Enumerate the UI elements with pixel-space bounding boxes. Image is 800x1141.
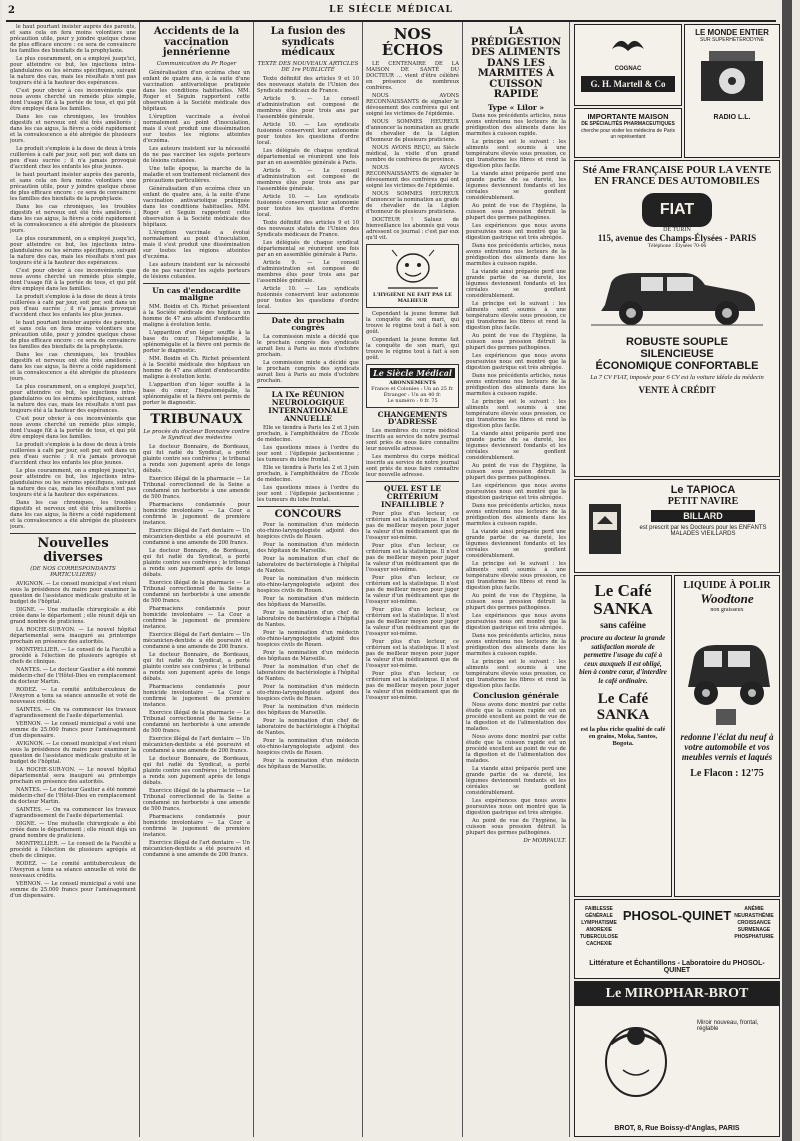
news-item: DIGNE. — Une mutuelle chirurgicale a été créée dans le département ; elle réunit déjà un grand nombre de praticiens. — [10, 821, 136, 840]
col5-para: Le principe est le suivant : les aliments sont soumis à une température élevée sous pression, ce qui transforme les fibres et rend la digestion plus facile. — [466, 561, 566, 592]
col5-para: La viande ainsi préparée perd une grande partie de sa dureté, les légumes deviennent fondants et les céréales se gonflent considérablement. — [466, 171, 566, 202]
subscription-box — [366, 364, 459, 408]
article-title-endocardite: Un cas d'endocardite maligne — [152, 285, 241, 303]
fiat-slogan-1: ROBUSTE SOUPLE — [625, 336, 729, 348]
mirophar-footer: BROT, 8, Rue Boissy-d'Anglas, PARIS — [614, 1125, 740, 1132]
col2-para: Le docteur Bonnaire, de Bordeaux, qui fut radié du Syndicat, a porté plainte contre ses confrères ; le tribunal a rendu son jugement après de longs débats. — [143, 651, 250, 682]
column-3 — [257, 24, 359, 1134]
col5-para: Au point de vue de l'hygiène, la cuisson sous pression détruit la plupart des germes pathogènes. — [466, 203, 566, 222]
news-item: RODEZ. — Le comité antituberculeux de l'Aveyron a tenu sa séance annuelle et voté de nouveaux crédits. — [10, 861, 136, 880]
col2-para: L'éruption vaccinale a évolué normalement au point d'inoculation, mais il s'est produit une dissémination sur toutes les régions atteintes d'eczéma. — [143, 229, 250, 260]
col2-para: Exercice illégal de la pharmacie — Le Tribunal correctionnel de la Seine a condamné un herboriste à une amende de 500 francs. — [143, 709, 250, 734]
ad-fiat — [574, 160, 780, 477]
col5-para: Nous avons donc montré par cette étude que la cuisson rapide est un procédé excellent au point de vue de la digestion et de l'alimentation des malades. — [466, 734, 566, 765]
fusion-subtitle: TEXTE DES NOUVEAUX ARTICLES DE 1re PUBLICITÉ — [257, 60, 359, 73]
col2-para: L'apparition d'un léger souffle à la base du cœur, l'hépatomégalie, la splénomégalie et la fièvre ont permis de porter le diagnostic. — [143, 330, 250, 355]
col1-para: Le plus couramment, on a employé jusqu'ici, pour atteindre ce but, les injections intra-glandulaires ou les sérums spécifiques, suivant la nature des cas, mais les résultats n'ont pas toujours été à la hauteur des espérances. — [10, 384, 136, 414]
col3-para: Les questions mises à l'ordre du jour sont : l'épilepsie jacksonienne ; les tumeurs du lobe frontal. — [257, 484, 359, 503]
tapioca-brand: PETIT NAVIRE — [667, 496, 739, 507]
fiat-logo: FIAT — [642, 193, 712, 227]
fiat-slogan-2: SILENCIEUSE — [640, 348, 714, 360]
phosol-left-list: FAIBLESSE GÉNÉRALE LYMPHATISME ANOREXIE TUBERCULOSE CACHEXIE — [579, 906, 619, 947]
news-item: SAINTES. — On va commencer les travaux d'agrandissement de l'asile départemental. — [10, 807, 136, 820]
col5-para: Le principe est le suivant : les aliments sont soumis à une température élevée sous pression, ce qui transforme les fibres et rend la digestion plus facile. — [466, 659, 566, 690]
article-type: Type « Lilor » — [487, 102, 545, 112]
ad-mirophar-brot — [574, 981, 780, 1137]
article-title-predigestion: LA PRÉDIGESTION DES ALIMENTS DANS LES MARMITES À CUISSON RAPIDE — [470, 26, 562, 100]
news-item: DIGNE. — Une mutuelle chirurgicale a été créée dans le département ; elle réunit déjà un grand nombre de praticiens. — [10, 607, 136, 626]
news-item: SAINTES. — On va commencer les travaux d'agrandissement de l'asile départemental. — [10, 707, 136, 720]
col4-para: Pour plus d'un lecteur, ce critérium est la statistique. Il n'est pas de meilleur moyen pour juger la valeur d'un médicament que de l'essayer soi-même. — [366, 638, 459, 669]
news-item: LA ROCHE-SUR-YON. — Le nouvel hôpital départemental sera inauguré au printemps prochain en présence des autorités. — [10, 767, 136, 786]
section-title-echos: NOS ÉCHOS — [381, 25, 444, 59]
subscription-row: Le numéro : 0 fr. 75 — [387, 397, 438, 404]
col5-para: Le principe est le suivant : les aliments sont soumis à une température élevée sous pression, ce qui transforme les fibres et rend la digestion plus facile. — [466, 301, 566, 332]
col2-para: Exercice illégal de l'art dentaire — Un mécanicien-dentiste a été poursuivi et condamné à une amende de 200 francs. — [143, 527, 250, 546]
news-item: LA ROCHE-SUR-YON. — Le nouvel hôpital départemental sera inauguré au printemps prochain en présence des autorités. — [10, 627, 136, 646]
col2-para: Pharmaciens condamnés pour homicide involontaire — La Cour a confirmé le jugement de première instance. — [143, 501, 250, 526]
col2-para: Exercice illégal de la pharmacie — Le Tribunal correctionnel de la Seine a condamné un herboriste à une amende de 500 francs. — [143, 475, 250, 500]
col4-para: Cependant la jeune femme fait la conquête de son mari, qui trouve le régime tout à fait à son goût. — [366, 310, 459, 335]
col2-para: Pharmaciens condamnés pour homicide involontaire — La Cour a confirmé le jugement de première instance. — [143, 813, 250, 838]
col5-para: Les expériences que nous avons poursuivies nous ont montré que la digestion gastrique est très abrégée. — [466, 483, 566, 502]
martell-bird-logo — [608, 31, 648, 61]
ad-tapioca — [574, 479, 780, 573]
page-header — [6, 2, 776, 22]
news-item: NANTES. — Le docteur Gautier a été nommé médecin-chef de l'Hôtel-Dieu en remplacement du docteur Martin. — [10, 667, 136, 686]
col3-para: Article 10. — Les syndicats fusionnés conservent leur autonomie pour toutes les questions d'ordre local. — [257, 285, 359, 310]
article-title-congres: Date du prochain congrès — [271, 315, 345, 333]
col3-para: Pour la nomination d'un médecin des hôpitaux de Marseille. — [257, 650, 359, 663]
col1-para: le haut pourtant insister auprès des parents, et sans cela on fera moins volontiers une précaution utile, pour y joindre quelque chose de plus efficace encore : ce sera de convaincre les familles des bienfaits de la prophylaxie. — [10, 24, 136, 54]
col1-para: Dans les cas chroniques, les troubles digestifs et nerveux ont été très améliorés ; dans les cas aigus, la fièvre a cédé rapidement et la convalescence a été abrégée de plusieurs jours. — [10, 500, 136, 530]
col1-para: le haut pourtant insister auprès des parents, et sans cela on fera moins volontiers une précaution utile, pour y joindre quelque chose de plus efficace encore : ce sera de convaincre les familles des bienfaits de la prophylaxie. — [10, 172, 136, 202]
col2-para: MM. Boidin et Ch. Richet présentent à la Société médicale des hôpitaux un homme de 47 ans atteint d'endocardite maligne à évolution lente. — [143, 356, 250, 381]
col3-para: Texte définitif des articles 9 et 10 des nouveaux statuts de l'Union des Syndicats médicaux de France. — [257, 75, 359, 94]
col3-para: Pour la nomination d'un chef de laboratoire de bactériologie à l'hôpital de Nantes. — [257, 664, 359, 683]
col2-para: Pharmaciens condamnés pour homicide involontaire — La Cour a confirmé le jugement de première instance. — [143, 683, 250, 708]
fiat-origin: DE TURIN — [663, 227, 691, 233]
newspaper-page — [2, 0, 792, 1141]
article-title-neurologique: LA IXe RÉUNION NEUROLOGIQUE INTERNATIONALE ANNUELLE — [268, 390, 348, 423]
col1-para: C'est pour obvier à ces inconvénients que nous avons cherché un remède plus simple, dont l'usage fût à la portée de tous, et qui pût être employé dans les familles. — [10, 88, 136, 112]
col1-para: C'est pour obvier à ces inconvénients que nous avons cherché un remède plus simple, dont l'usage fût à la portée de tous, et qui pût être employé dans les familles. — [10, 416, 136, 440]
col2-para: Généralisation d'un eczéma chez un enfant de quatre ans, à la suite d'une vaccination antivariolique pratiquée dans les conditions habituelles. MM. Roger et Seguin rapportent cette observation à la Société médicale des hôpitaux. — [143, 185, 250, 228]
col1-para: Le produit s'emploie à la dose de deux à trois cuillerées à café par jour, soit pur, soit dans un peu d'eau sucrée ; il n'a jamais provoqué d'accident chez les enfants les plus jeunes. — [10, 146, 136, 170]
col5-para: Nous avons donc montré par cette étude que la cuisson rapide est un procédé excellent au point de vue de la digestion et de l'alimentation des malades. — [466, 702, 566, 733]
cartoon-illustration — [378, 248, 448, 290]
col4-para: Les membres du corps médical inscrits au service de notre journal sont priés de nous faire connaître leur nouvelle adresse. — [366, 428, 459, 453]
section-subtitle: (DE NOS CORRESPONDANTS PARTICULIERS) — [30, 566, 116, 579]
col5-para: Les expériences que nous avons poursuivies nous ont montré que la digestion gastrique est très abrégée. — [466, 798, 566, 817]
woodtone-car-illustration — [680, 617, 774, 727]
col3-para: Article 9. — Le conseil d'administration est composé de membres élus pour trois ans par l'assemblée générale. — [257, 259, 359, 284]
section-title-tribunaux: TRIBUNAUX — [150, 412, 243, 428]
subscription-row: Étranger : Un an 40 fr. — [383, 391, 442, 398]
page-number: 2 — [8, 5, 15, 16]
phosol-brand: PHOSOL-QUINET — [622, 908, 732, 923]
col5-para: La viande ainsi préparée perd une grande partie de sa dureté, les légumes deviennent fondants et les céréales se gonflent considérablement. — [466, 269, 566, 300]
col4-para: NOUS AVONS REÇU, au Siècle médical, la visite d'un grand nombre de confrères de province. — [366, 144, 459, 163]
col3-para: Pour la nomination d'un médecin oto-rhino-laryngologiste adjoint des hospices civils de Rouen. — [257, 738, 359, 757]
subscription-title: Le Siècle Médical — [370, 368, 455, 378]
col1-para: Le plus couramment, on a employé jusqu'ici, pour atteindre ce but, les injections intra-glandulaires ou les sérums spécifiques, suivant la nature des cas, mais les résultats n'ont pas toujours été à la hauteur des espérances. — [10, 56, 136, 86]
col3-para: Article 10. — Les syndicats fusionnés conservent leur autonomie pour toutes les questions d'ordre local. — [257, 121, 359, 146]
ad-woodtone — [674, 575, 780, 897]
mirophar-body: Miroir nouveau, frontal, réglable — [697, 1020, 759, 1032]
col3-para: Elle se tiendra à Paris les 2 et 3 juin prochain, à l'amphithéâtre de l'École de médecine. — [257, 424, 359, 443]
col3-para: Les délégués de chaque syndicat départemental se réuniront une fois par an en assemblée générale à Paris. — [257, 147, 359, 166]
col5-para: Dans nos précédents articles, nous avons entretenu nos lecteurs de la prédigestion des aliments dans les marmites à cuisson rapide. — [466, 503, 566, 528]
col5-para: Les expériences que nous avons poursuivies nous ont montré que la digestion gastrique est très abrégée. — [466, 353, 566, 372]
tapioca-box-illustration — [585, 498, 625, 558]
article-signature: Dr MORPAULT. — [523, 838, 566, 845]
column-5 — [466, 24, 566, 1134]
importante-title: IMPORTANTE MAISON — [587, 112, 669, 121]
radio-sub: SUR SUPERHÉTÉRODYNE — [700, 37, 764, 43]
col3-para: Elle se tiendra à Paris les 2 et 3 juin prochain, à l'amphithéâtre de l'École de médecine. — [257, 464, 359, 483]
col4-para: Pour plus d'un lecteur, ce critérium est la statistique. Il n'est pas de meilleur moyen pour juger la valeur d'un médicament que de l'essayer soi-même. — [366, 670, 459, 701]
col3-para: Les questions mises à l'ordre du jour sont : l'épilepsie jacksonienne ; les tumeurs du lobe frontal. — [257, 444, 359, 463]
col1-para: Dans les cas chroniques, les troubles digestifs et nerveux ont été très améliorés ; dans les cas aigus, la fièvre a cédé rapidement et la convalescence a été abrégée de plusieurs jours. — [10, 204, 136, 234]
col5-para: Au point de vue de l'hygiène, la cuisson sous pression détruit la plupart des germes pathogènes. — [466, 333, 566, 352]
col3-para: Article 9. — Le conseil d'administration est composé de membres élus pour trois ans par l'assemblée générale. — [257, 167, 359, 192]
col1-para: le haut pourtant insister auprès des parents, et sans cela on fera moins volontiers une précaution utile, pour y joindre quelque chose de plus efficace encore : ce sera de convaincre les familles des bienfaits de la prophylaxie. — [10, 320, 136, 350]
col1-para: Le produit s'emploie à la dose de deux à trois cuillerées à café par jour, soit pur, soit dans un peu d'eau sucrée ; il n'a jamais provoqué d'accident chez les enfants les plus jeunes. — [10, 294, 136, 318]
col4-para: Pour plus d'un lecteur, ce critérium est la statistique. Il n'est pas de meilleur moyen pour juger la valeur d'un médicament que de l'essayer soi-même. — [366, 510, 459, 541]
col5-para: Le principe est le suivant : les aliments sont soumis à une température élevée sous pression, ce qui transforme les fibres et rend la digestion plus facile. — [466, 139, 566, 170]
article-title-fusion: La fusion des syndicats médicaux — [270, 26, 346, 58]
col1-para: Le produit s'emploie à la dose de deux à trois cuillerées à café par jour, soit pur, soit dans un peu d'eau sucrée ; il n'a jamais provoqué d'accident chez les enfants les plus jeunes. — [10, 442, 136, 466]
col3-para: Article 10. — Les syndicats fusionnés conservent leur autonomie pour toutes les questions d'ordre local. — [257, 193, 359, 218]
news-item: MONTPELLIER. — Le conseil de la Faculté a procédé à l'élection de plusieurs agrégés et chefs de clinique. — [10, 647, 136, 666]
martell-brand: G. H. Martell & Co — [581, 76, 675, 92]
article-title-critere: QUEL EST LE CRITÉRIUM INFAILLIBLE ? — [381, 484, 444, 509]
masthead: LE SIÈCLE MÉDICAL — [329, 5, 453, 15]
tapioca-sub: est prescrit par les Docteurs pour les ENFANTS MALADES VIEILLARDS — [639, 525, 767, 537]
col2-para: Une telle époque, la marche de la maladie et son traitement réclament des précautions particulières. — [143, 165, 250, 184]
woodtone-brand: Woodtone — [700, 591, 754, 606]
col3-para: Article 9. — Le conseil d'administration est composé de membres élus pour trois ans par l'assemblée générale. — [257, 95, 359, 120]
article-title-vaccination: Accidents de la vaccination jennérienne — [153, 26, 240, 58]
col4-para: DOCTEUR ! Saluez de bienveillance les abonnés qui vous adressent ce journal : c'est par eux qu'il vit. — [366, 216, 459, 241]
news-item: AVIGNON. — Le conseil municipal s'est réuni sous la présidence du maire pour examiner la question de l'assistance médicale gratuite et le budget de l'hôpital. — [10, 581, 136, 606]
col3-para: Pour la nomination d'un chef de laboratoire de bactériologie à l'hôpital de Nantes. — [257, 718, 359, 737]
fiat-headline: Sté Ame FRANÇAISE POUR LA VENTE EN FRANCE DES AUTOMOBILES — [582, 165, 772, 187]
col2-para: Exercice illégal de la pharmacie — Le Tribunal correctionnel de la Seine a condamné un herboriste à une amende de 500 francs. — [143, 787, 250, 812]
col4-para: Pour plus d'un lecteur, ce critérium est la statistique. Il n'est pas de meilleur moyen pour juger la valeur d'un médicament que de l'essayer soi-même. — [366, 574, 459, 605]
col5-para: La viande ainsi préparée perd une grande partie de sa dureté, les légumes deviennent fondants et les céréales se gonflent considérablement. — [466, 529, 566, 560]
col2-para: Exercice illégal de la pharmacie — Le Tribunal correctionnel de la Seine a condamné un herboriste à une amende de 500 francs. — [143, 579, 250, 604]
section-title-concours: CONCOURS — [274, 508, 342, 520]
page-gutter — [782, 0, 792, 1141]
woodtone-price: Le Flacon : 12'75 — [690, 768, 764, 779]
col2-para: L'apparition d'un léger souffle à la base du cœur, l'hépatomégalie, la splénomégalie et la fièvre ont permis de porter le diagnostic. — [143, 382, 250, 407]
subscription-row: France et Colonies : Un an 25 fr. — [371, 385, 454, 392]
col1-para: Dans les cas chroniques, les troubles digestifs et nerveux ont été très améliorés ; dans les cas aigus, la fièvre a cédé rapidement et la convalescence a été abrégée de plusieurs jours. — [10, 352, 136, 382]
col2-para: Les auteurs insistent sur la nécessité de ne pas vacciner les sujets porteurs de lésions cutanées. — [143, 261, 250, 280]
col2-para: Le docteur Bonnaire, de Bordeaux, qui fut radié du Syndicat, a porté plainte contre ses confrères ; le tribunal a rendu son jugement après de longs débats. — [143, 443, 250, 474]
col3-para: La commission mixte a décidé que le prochain congrès des syndicats aurait lieu à Paris au mois d'octobre prochain. — [257, 334, 359, 359]
col3-para: Les délégués de chaque syndicat départemental se réuniront une fois par an en assemblée générale à Paris. — [257, 239, 359, 258]
ad-phosol-quinet — [574, 899, 780, 979]
col2-para: Pharmaciens condamnés pour homicide involontaire — La Cour a confirmé le jugement de première instance. — [143, 605, 250, 630]
sanka-sub: sans caféine — [600, 620, 646, 630]
col5-para: Le principe est le suivant : les aliments sont soumis à une température élevée sous pression, ce qui transforme les fibres et rend la digestion plus facile. — [466, 399, 566, 430]
news-item: RODEZ. — Le comité antituberculeux de l'Aveyron a tenu sa séance annuelle et voté de nouveaux crédits. — [10, 687, 136, 706]
woodtone-sub: non graisseux — [710, 607, 744, 613]
col3-para: Pour la nomination d'un médecin oto-rhino-laryngologiste adjoint des hospices civils de Rouen. — [257, 522, 359, 541]
col2-para: Les auteurs insistent sur la nécessité de ne pas vacciner les sujets porteurs de lésions cutanées. — [143, 145, 250, 164]
radio-brand: RADIO L.L. — [713, 114, 751, 121]
col2-para: Le docteur Bonnaire, de Bordeaux, qui fut radié du Syndicat, a porté plainte contre ses confrères ; le tribunal a rendu son jugement après de longs débats. — [143, 755, 250, 786]
phosol-footer: Littérature et Échantillons - Laboratoire du PHOSOL-QUINET — [589, 960, 765, 974]
sanka-body: procure au docteur la grande satisfaction morale de permettre l'usage du café à ceux auxquels il est obligé, bien à contre cœur, d'interdire le café ordinaire. — [579, 634, 667, 685]
fiat-phone: Téléphone : Élysées 70-06 — [647, 243, 707, 249]
col4-para: NOUS SOMMES HEUREUX d'annoncer la nomination au grade de chevalier de la Légion d'honneur de plusieurs praticiens. — [366, 190, 459, 215]
col3-para: Pour la nomination d'un médecin des hôpitaux de Marseille. — [257, 596, 359, 609]
col1-para: Le plus couramment, on a employé jusqu'ici, pour atteindre ce but, les injections intra-glandulaires ou les sérums spécifiques, suivant la nature des cas, mais les résultats n'ont pas toujours été à la hauteur des espérances. — [10, 468, 136, 498]
sanka-title: Le Café SANKA — [593, 581, 653, 618]
phosol-right-list: ANÉMIE NEURASTHÉNIE CROISSANCE SURMENAGE PHOSPHATURIE — [734, 906, 774, 940]
col5-para: Les expériences que nous avons poursuivies nous ont montré que la digestion gastrique est très abrégée. — [466, 613, 566, 632]
col5-para: Dans nos précédents articles, nous avons entretenu nos lecteurs de la prédigestion des aliments dans les marmites à cuisson rapide. — [466, 113, 566, 138]
mirophar-brand: Le MIROPHAR-BROT — [575, 982, 779, 1006]
col3-para: Pour la nomination d'un médecin des hôpitaux de Marseille. — [257, 542, 359, 555]
col5-para: Dans nos précédents articles, nous avons entretenu nos lecteurs de la prédigestion des aliments dans les marmites à cuisson rapide. — [466, 243, 566, 268]
news-item: AVIGNON. — Le conseil municipal s'est réuni sous la présidence du maire pour examiner la question de l'assistance médicale gratuite et le budget de l'hôpital. — [10, 741, 136, 766]
col2-para: Le docteur Bonnaire, de Bordeaux, qui fut radié du Syndicat, a porté plainte contre ses confrères ; le tribunal a rendu son jugement après de longs débats. — [143, 547, 250, 578]
news-item: VERNON. — Le conseil municipal a voté une somme de 25.000 francs pour l'aménagement d'un dispensaire. — [10, 881, 136, 900]
importante-sub: DE SPÉCIALITÉS PHARMACEUTIQUES — [581, 121, 675, 127]
mirophar-illustration — [581, 1014, 691, 1102]
col4-para: Pour plus d'un lecteur, ce critérium est la statistique. Il n'est pas de meilleur moyen pour juger la valeur d'un médicament que de l'essayer soi-même. — [366, 542, 459, 573]
tapioca-title: Le TAPIOCA — [670, 484, 736, 496]
article-title-conclusion: Conclusion générale — [472, 691, 560, 701]
article-title-adresse: CHANGEMENTS D'ADRESSE — [377, 409, 448, 427]
col5-para: Dans nos précédents articles, nous avons entretenu nos lecteurs de la prédigestion des aliments dans les marmites à cuisson rapide. — [466, 373, 566, 398]
col5-para: Au point de vue de l'hygiène, la cuisson sous pression détruit la plupart des germes pathogènes. — [466, 818, 566, 837]
col3-para: Pour la nomination d'un médecin oto-rhino-laryngologiste adjoint des hospices civils de Rouen. — [257, 576, 359, 595]
col5-para: La viande ainsi préparée perd une grande partie de sa dureté, les légumes deviennent fondants et les céréales se gonflent considérablement. — [466, 766, 566, 797]
col2-para: Exercice illégal de l'art dentaire — Un mécanicien-dentiste a été poursuivi et condamné à une amende de 200 francs. — [143, 631, 250, 650]
ad-importante-maison — [574, 108, 682, 158]
article-byline: Communication du Pr Roger — [156, 60, 237, 67]
col3-para: Pour la nomination d'un chef de laboratoire de bactériologie à l'hôpital de Nantes. — [257, 556, 359, 575]
col1-para: C'est pour obvier à ces inconvénients que nous avons cherché un remède plus simple, dont l'usage fût à la portée de tous, et qui pût être employé dans les familles. — [10, 268, 136, 292]
ad-cafe-sanka — [574, 575, 672, 897]
news-item: VERNON. — Le conseil municipal a voté une somme de 25.000 francs pour l'aménagement d'un dispensaire. — [10, 721, 136, 740]
col4-para: LE CENTENAIRE DE LA MAISON DE SANTÉ DU DOCTEUR ... vient d'être célébré en présence de nombreux confrères. — [366, 60, 459, 91]
col4-para: NOUS AVONS RECONNAISSANTS de signaler le dévouement des confrères qui ont soigné les victimes de l'épidémie. — [366, 164, 459, 189]
ad-radio — [684, 24, 780, 158]
col1-para: Dans les cas chroniques, les troubles digestifs et nerveux ont été très améliorés ; dans les cas aigus, la fièvre a cédé rapidement et la convalescence a été abrégée de plusieurs jours. — [10, 114, 136, 144]
col3-para: Pour la nomination d'un médecin des hôpitaux de Marseille. — [257, 704, 359, 717]
col5-para: Les expériences que nous avons poursuivies nous ont montré que la digestion gastrique est très abrégée. — [466, 223, 566, 242]
martell-tag: COGNAC — [614, 66, 642, 72]
news-item: MONTPELLIER. — Le conseil de la Faculté a procédé à l'élection de plusieurs agrégés et chefs de clinique. — [10, 841, 136, 860]
column-4 — [366, 24, 459, 1134]
col2-para: Généralisation d'un eczéma chez un enfant de quatre ans, à la suite d'une vaccination antivariolique pratiquée dans les conditions habituelles. MM. Roger et Seguin rapportent cette observation à la Société médicale des hôpitaux. — [143, 69, 250, 112]
col2-para: Exercice illégal de l'art dentaire — Un mécanicien-dentiste a été poursuivi et condamné à une amende de 200 francs. — [143, 839, 250, 858]
ad-martell — [574, 24, 682, 106]
news-item: NANTES. — Le docteur Gautier a été nommé médecin-chef de l'Hôtel-Dieu en remplacement du docteur Martin. — [10, 787, 136, 806]
tribunaux-subtitle: Le procès du docteur Bonnaire contre le Syndicat des médecins — [143, 428, 250, 441]
column-2 — [143, 24, 250, 1134]
col4-para: Les membres du corps médical inscrits au service de notre journal sont priés de nous faire connaître leur nouvelle adresse. — [366, 454, 459, 479]
fiat-slogan-3: ÉCONOMIQUE CONFORTABLE — [595, 360, 759, 372]
col3-para: Texte définitif des articles 9 et 10 des nouveaux statuts de l'Union des Syndicats médicaux de France. — [257, 219, 359, 238]
fiat-model: La 7 CV FIAT, imposée pour 6 CV est la voiture idéale du médecin — [590, 374, 764, 381]
sanka-title-2: Le Café SANKA — [596, 691, 650, 723]
section-title-nouvelles: Nouvelles diverses — [37, 536, 109, 565]
col2-para: L'éruption vaccinale a évolué normalement au point d'inoculation, mais il s'est produit une dissémination sur toutes les régions atteintes d'eczéma. — [143, 113, 250, 144]
woodtone-title: LIQUIDE À POLIR — [683, 580, 771, 591]
col5-para: Au point de vue de l'hygiène, la cuisson sous pression détruit la plupart des germes pathogènes. — [466, 463, 566, 482]
col4-para: NOUS SOMMES HEUREUX d'annoncer la nomination au grade de chevalier de la Légion d'honneur de plusieurs praticiens. — [366, 118, 459, 143]
col5-para: Au point de vue de l'hygiène, la cuisson sous pression détruit la plupart des germes pathogènes. — [466, 593, 566, 612]
col5-para: La viande ainsi préparée perd une grande partie de sa dureté, les légumes deviennent fondants et les céréales se gonflent considérablement. — [466, 431, 566, 462]
importante-text: cherche pour visiter les médecins de Paris un représentant — [581, 128, 675, 140]
column-1 — [10, 24, 136, 1134]
col3-para: Pour la nomination d'un médecin oto-rhino-laryngologiste adjoint des hospices civils de Rouen. — [257, 630, 359, 649]
col5-para: Dans nos précédents articles, nous avons entretenu nos lecteurs de la prédigestion des aliments dans les marmites à cuisson rapide. — [466, 633, 566, 658]
fiat-car-illustration — [587, 253, 767, 331]
col4-para: Cependant la jeune femme fait la conquête de son mari, qui trouve le régime tout à fait à son goût. — [366, 336, 459, 361]
col4-para: NOUS AVONS RECONNAISSANTS de signaler le dévouement des confrères qui ont soigné les victimes de l'épidémie. — [366, 92, 459, 117]
sanka-body-2: est la plus riche qualité de café en grains, Moka, Santos, Bogota. — [580, 726, 666, 747]
col2-para: MM. Boidin et Ch. Richet présentent à la Société médicale des hôpitaux un homme de 47 ans atteint d'endocardite maligne à évolution lente. — [143, 304, 250, 329]
woodtone-body: redonne l'éclat du neuf à votre automobile et vos meubles vernis et laqués — [680, 732, 774, 762]
fiat-credit: VENTE À CRÉDIT — [638, 385, 716, 395]
tapioca-tag: BILLARD — [651, 510, 755, 522]
col3-para: La commission mixte a décidé que le prochain congrès des syndicats aurait lieu à Paris au mois d'octobre prochain. — [257, 360, 359, 385]
fiat-address: 115, avenue des Champs-Élysées - PARIS — [597, 233, 757, 243]
radio-set-illustration — [695, 47, 769, 109]
cartoon-caption: L'HYGIÈNE NE FAIT PAS LE MALHEUR — [373, 291, 452, 304]
col3-para: Pour la nomination d'un médecin oto-rhino-laryngologiste adjoint des hospices civils de Rouen. — [257, 684, 359, 703]
col2-para: Exercice illégal de l'art dentaire — Un mécanicien-dentiste a été poursuivi et condamné à une amende de 200 francs. — [143, 735, 250, 754]
col3-para: Pour la nomination d'un médecin des hôpitaux de Marseille. — [257, 758, 359, 771]
col4-para: Pour plus d'un lecteur, ce critérium est la statistique. Il n'est pas de meilleur moyen pour juger la valeur d'un médicament que de l'essayer soi-même. — [366, 606, 459, 637]
col1-para: Le plus couramment, on a employé jusqu'ici, pour atteindre ce but, les injections intra-glandulaires ou les sérums spécifiques, suivant la nature des cas, mais les résultats n'ont pas toujours été à la hauteur des espérances. — [10, 236, 136, 266]
col3-para: Pour la nomination d'un chef de laboratoire de bactériologie à l'hôpital de Nantes. — [257, 610, 359, 629]
radio-title: LE MONDE ENTIER — [695, 28, 769, 37]
cartoon — [366, 244, 459, 308]
subscription-subtitle: ABONNEMENTS — [389, 379, 436, 386]
